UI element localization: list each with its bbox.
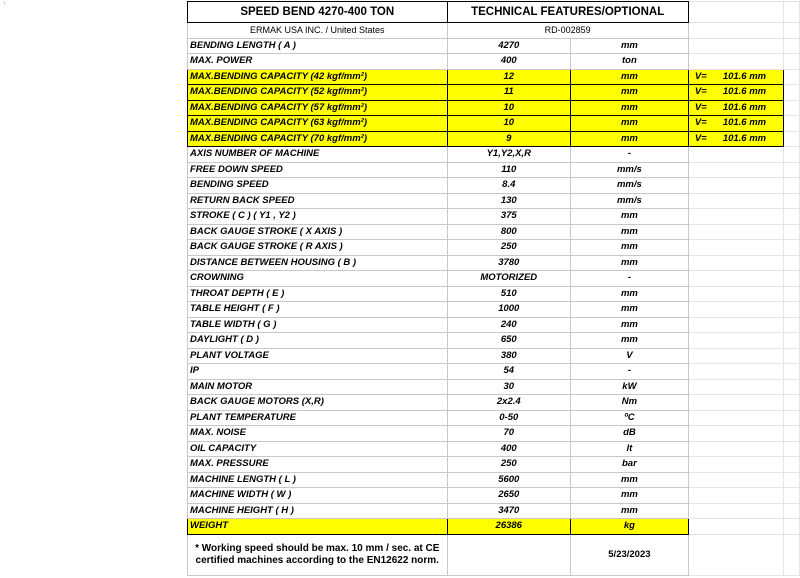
spec-row [188, 38, 800, 54]
empty-cell [688, 534, 784, 575]
empty-cell [784, 38, 800, 54]
spec-label: BENDING LENGTH ( A ) [188, 38, 448, 54]
spec-unit: mm [571, 85, 689, 101]
empty-cell [688, 178, 784, 194]
spec-row [188, 69, 800, 85]
die-opening-value: 101.6 mm [722, 101, 767, 113]
spec-label: BACK GAUGE STROKE ( R AXIS ) [188, 240, 448, 256]
empty-cell [688, 410, 784, 426]
company-name: ERMAK USA INC. / United States [188, 23, 448, 39]
empty-cell [688, 472, 784, 488]
spec-unit: mm [571, 503, 689, 519]
spec-row [188, 131, 800, 147]
spec-unit: mm [571, 488, 689, 504]
empty-cell [784, 488, 800, 504]
empty-cell [688, 193, 784, 209]
spec-label: MAX.BENDING CAPACITY (57 kgf/mm²) [188, 100, 448, 116]
empty-cell [688, 317, 784, 333]
spec-label: CROWNING [188, 271, 448, 287]
spec-row [188, 162, 800, 178]
empty-cell [688, 441, 784, 457]
spec-unit: mm [571, 317, 689, 333]
spec-unit: V [571, 348, 689, 364]
die-opening-value: 101.6 mm [722, 117, 767, 128]
spec-unit: ton [571, 54, 689, 70]
empty-cell [688, 348, 784, 364]
die-opening-label: V= [694, 70, 707, 82]
spec-label: IP [188, 364, 448, 380]
spec-value: MOTORIZED [447, 271, 570, 287]
empty-cell [688, 240, 784, 256]
empty-cell [784, 2, 800, 23]
spec-value: 30 [447, 379, 570, 395]
spec-label: BENDING SPEED [188, 178, 448, 194]
spec-unit: - [571, 364, 689, 380]
spec-label: OIL CAPACITY [188, 441, 448, 457]
empty-cell [784, 54, 800, 70]
spec-unit: bar [571, 457, 689, 473]
spec-row [188, 457, 800, 473]
spec-value: Y1,Y2,X,R [447, 147, 570, 163]
empty-cell [784, 426, 800, 442]
spec-value: 10 [447, 100, 570, 116]
spec-row [188, 379, 800, 395]
spec-row [188, 85, 800, 101]
spec-value: 3470 [447, 503, 570, 519]
spec-value: 3780 [447, 255, 570, 271]
empty-cell [688, 488, 784, 504]
spec-value: 800 [447, 224, 570, 240]
empty-cell [688, 302, 784, 318]
spec-value: 400 [447, 54, 570, 70]
spec-value: 11 [447, 85, 570, 101]
empty-cell [688, 224, 784, 240]
spec-row [188, 209, 800, 225]
die-opening-label: V= [694, 101, 707, 113]
spec-label: AXIS NUMBER OF MACHINE [188, 147, 448, 163]
spec-row [188, 395, 800, 411]
spec-label: TABLE WIDTH ( G ) [188, 317, 448, 333]
spec-row [188, 503, 800, 519]
empty-cell [784, 255, 800, 271]
spec-value: 2x2.4 [447, 395, 570, 411]
empty-cell [688, 457, 784, 473]
empty-cell [784, 85, 800, 101]
spec-label: MAX. PRESSURE [188, 457, 448, 473]
die-opening-label: V= [694, 86, 707, 97]
spec-row [188, 410, 800, 426]
spec-value: 0-50 [447, 410, 570, 426]
spec-value: 4270 [447, 38, 570, 54]
empty-cell [784, 100, 800, 116]
spec-row [188, 348, 800, 364]
empty-cell [784, 410, 800, 426]
spec-value: 380 [447, 348, 570, 364]
empty-cell [688, 519, 784, 535]
spec-row [188, 116, 800, 132]
section-title: TECHNICAL FEATURES/OPTIONAL [447, 2, 688, 23]
spec-row [188, 441, 800, 457]
die-opening-value: 101.6 mm [722, 70, 767, 82]
spec-row [188, 519, 800, 535]
empty-cell [688, 162, 784, 178]
spec-label: WEIGHT [188, 519, 448, 535]
spec-row [188, 193, 800, 209]
empty-cell [784, 317, 800, 333]
footer-note: * Working speed should be max. 10 mm / sec. at CE certified machines according to the EN12622 norm. [188, 534, 448, 575]
empty-cell [784, 441, 800, 457]
spec-value: 1000 [447, 302, 570, 318]
reference-number: RD-002859 [447, 23, 688, 39]
spec-label: MACHINE HEIGHT ( H ) [188, 503, 448, 519]
empty-cell [784, 69, 800, 85]
empty-cell [784, 193, 800, 209]
spec-row [188, 147, 800, 163]
spec-label: MACHINE WIDTH ( W ) [188, 488, 448, 504]
empty-cell [688, 2, 784, 23]
empty-cell [784, 348, 800, 364]
corner-mark: ' [4, 2, 6, 9]
spec-label: MAX. POWER [188, 54, 448, 70]
empty-cell [784, 209, 800, 225]
die-opening-label: V= [694, 132, 707, 144]
spec-row [188, 178, 800, 194]
spec-unit: Nm [571, 395, 689, 411]
empty-cell [688, 271, 784, 287]
spec-row [188, 240, 800, 256]
die-opening-value: 101.6 mm [722, 86, 767, 97]
spec-unit: - [571, 271, 689, 287]
empty-cell [688, 54, 784, 70]
empty-cell [688, 333, 784, 349]
empty-cell [688, 379, 784, 395]
spec-row [188, 302, 800, 318]
empty-cell [784, 286, 800, 302]
spec-label: MAX.BENDING CAPACITY (52 kgf/mm²) [188, 85, 448, 101]
spec-unit: mm [571, 302, 689, 318]
empty-cell [784, 457, 800, 473]
spec-value: 250 [447, 240, 570, 256]
spec-label: RETURN BACK SPEED [188, 193, 448, 209]
empty-cell [784, 302, 800, 318]
spec-unit: mm [571, 240, 689, 256]
spec-row [188, 317, 800, 333]
empty-cell [688, 23, 784, 39]
spec-label: MAX. NOISE [188, 426, 448, 442]
spec-value: 375 [447, 209, 570, 225]
empty-cell [688, 209, 784, 225]
spec-row [188, 333, 800, 349]
spec-value: 110 [447, 162, 570, 178]
empty-cell [688, 255, 784, 271]
spec-value: 5600 [447, 472, 570, 488]
die-opening-cell [688, 69, 784, 85]
spec-row [188, 426, 800, 442]
spec-row [188, 54, 800, 70]
model-title: SPEED BEND 4270-400 TON [188, 2, 448, 23]
empty-cell [784, 224, 800, 240]
empty-cell [784, 379, 800, 395]
spec-row [188, 472, 800, 488]
spec-label: BACK GAUGE MOTORS (X,R) [188, 395, 448, 411]
spec-value: 9 [447, 131, 570, 147]
empty-cell [688, 503, 784, 519]
spec-value: 54 [447, 364, 570, 380]
empty-cell [784, 534, 800, 575]
spec-row [188, 224, 800, 240]
empty-cell [688, 426, 784, 442]
spec-row [188, 100, 800, 116]
spec-unit: mm [571, 209, 689, 225]
empty-cell [784, 503, 800, 519]
die-opening-label: V= [694, 117, 707, 128]
spec-label: DAYLIGHT ( D ) [188, 333, 448, 349]
empty-cell [784, 271, 800, 287]
spec-value: 8.4 [447, 178, 570, 194]
empty-cell [784, 395, 800, 411]
document-date: 5/23/2023 [571, 534, 689, 575]
spec-label: BACK GAUGE STROKE ( X AXIS ) [188, 224, 448, 240]
spec-unit: mm [571, 69, 689, 85]
empty-cell [784, 472, 800, 488]
spec-label: THROAT DEPTH ( E ) [188, 286, 448, 302]
spec-value: 400 [447, 441, 570, 457]
spec-unit: mm [571, 131, 689, 147]
spec-unit: mm [571, 100, 689, 116]
empty-cell [447, 534, 570, 575]
spec-unit: mm [571, 38, 689, 54]
empty-cell [784, 116, 800, 132]
footer-row [188, 534, 800, 575]
empty-cell [688, 147, 784, 163]
spec-value: 650 [447, 333, 570, 349]
spec-value: 2650 [447, 488, 570, 504]
empty-cell [688, 38, 784, 54]
spec-row [188, 488, 800, 504]
spec-value: 510 [447, 286, 570, 302]
spec-label: MAX.BENDING CAPACITY (63 kgf/mm²) [188, 116, 448, 132]
empty-cell [688, 286, 784, 302]
spec-unit: mm [571, 255, 689, 271]
spec-row [188, 255, 800, 271]
subheader-row [188, 23, 800, 39]
die-opening-cell [688, 131, 784, 147]
spec-unit: lt [571, 441, 689, 457]
spec-unit: dB [571, 426, 689, 442]
spec-unit: kW [571, 379, 689, 395]
spec-label: DISTANCE BETWEEN HOUSING ( B ) [188, 255, 448, 271]
empty-cell [784, 519, 800, 535]
empty-cell [688, 364, 784, 380]
spec-unit: - [571, 147, 689, 163]
spec-label: FREE DOWN SPEED [188, 162, 448, 178]
spec-value: 240 [447, 317, 570, 333]
spec-row [188, 364, 800, 380]
empty-cell [784, 333, 800, 349]
spec-row [188, 286, 800, 302]
empty-cell [784, 147, 800, 163]
spec-unit: mm [571, 286, 689, 302]
spec-unit: mm/s [571, 178, 689, 194]
spec-value: 12 [447, 69, 570, 85]
spec-label: MACHINE LENGTH ( L ) [188, 472, 448, 488]
die-opening-value: 101.6 mm [722, 132, 767, 144]
spec-unit: kg [571, 519, 689, 535]
spec-label: TABLE HEIGHT ( F ) [188, 302, 448, 318]
spec-label: PLANT TEMPERATURE [188, 410, 448, 426]
spec-unit: mm [571, 116, 689, 132]
spec-label: PLANT VOLTAGE [188, 348, 448, 364]
die-opening-cell [688, 100, 784, 116]
spec-label: MAX.BENDING CAPACITY (42 kgf/mm²) [188, 69, 448, 85]
empty-cell [784, 178, 800, 194]
spec-unit: ºC [571, 410, 689, 426]
empty-cell [784, 162, 800, 178]
spec-unit: mm/s [571, 193, 689, 209]
spec-unit: mm/s [571, 162, 689, 178]
title-row [188, 2, 800, 23]
spec-value: 250 [447, 457, 570, 473]
empty-cell [784, 131, 800, 147]
spec-value: 130 [447, 193, 570, 209]
spec-sheet-table [187, 1, 800, 576]
spec-label: STROKE ( C ) ( Y1 , Y2 ) [188, 209, 448, 225]
spec-unit: mm [571, 472, 689, 488]
spec-label: MAIN MOTOR [188, 379, 448, 395]
empty-cell [784, 23, 800, 39]
empty-cell [784, 364, 800, 380]
die-opening-cell [688, 116, 784, 132]
spec-row [188, 271, 800, 287]
spec-unit: mm [571, 333, 689, 349]
spec-label: MAX.BENDING CAPACITY (70 kgf/mm²) [188, 131, 448, 147]
spec-value: 26386 [447, 519, 570, 535]
die-opening-cell [688, 85, 784, 101]
empty-cell [784, 240, 800, 256]
spec-unit: mm [571, 224, 689, 240]
spec-value: 70 [447, 426, 570, 442]
empty-cell [688, 395, 784, 411]
spec-value: 10 [447, 116, 570, 132]
